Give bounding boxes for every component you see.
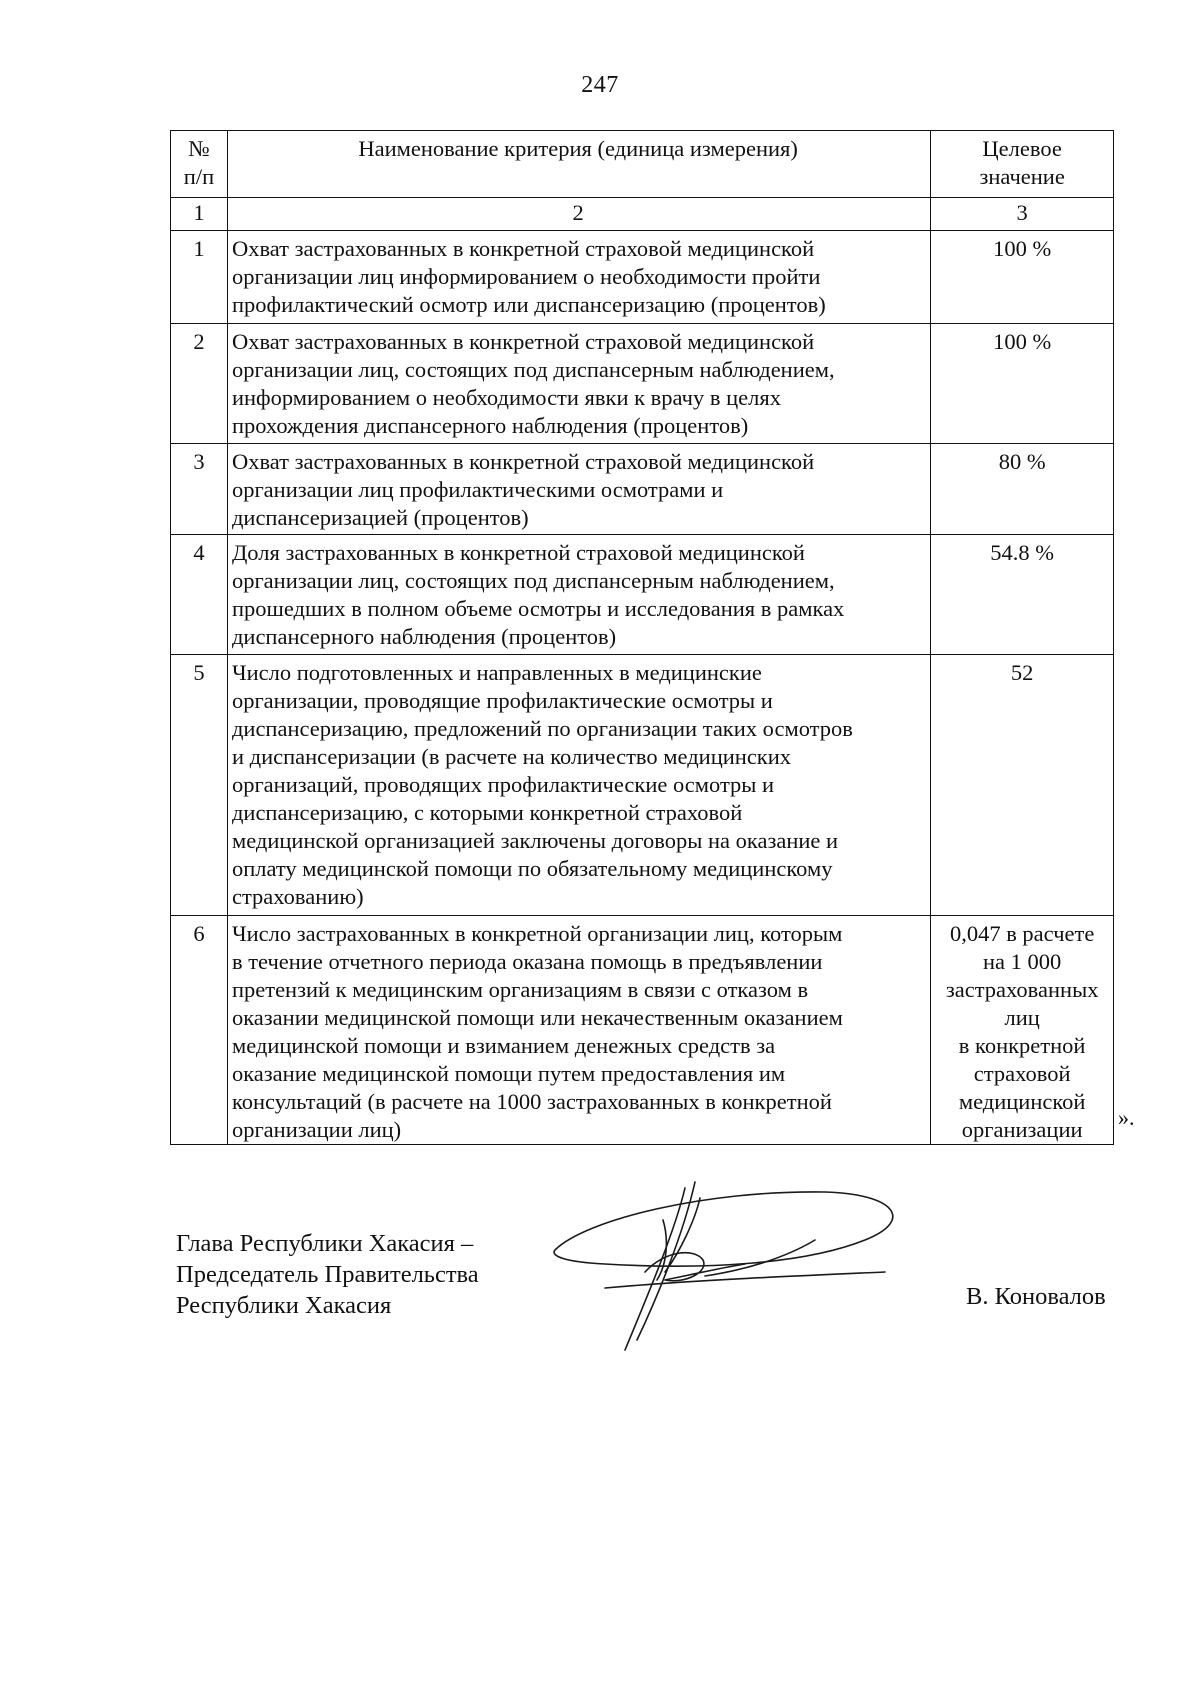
signatory-title	[176, 1228, 479, 1321]
criterion-name-line: организации лиц, состоящих под диспансерным наблюдением,	[231, 568, 835, 593]
criterion-name-line: и диспансеризации (в расчете на количество медицинских	[231, 744, 792, 769]
criterion-name-line: организации лиц)	[231, 1117, 402, 1142]
criterion-name	[227, 655, 930, 916]
criterion-name-line: прохождения диспансерного наблюдения (процентов)	[231, 413, 749, 438]
criterion-name-line: Охват застрахованных в конкретной страховой медицинской	[231, 236, 815, 261]
signatory-title-line: Глава Республики Хакасия –	[176, 1230, 474, 1257]
criterion-name-line: Число застрахованных в конкретной организации лиц, которым	[231, 921, 843, 946]
target-value-line: 0,047 в расчете	[949, 921, 1095, 946]
criterion-name-line: претензий к медицинским организациям в связи с отказом в	[231, 977, 809, 1002]
table-row	[171, 324, 1114, 444]
target-value-line: 54.8 %	[990, 540, 1055, 565]
criterion-name-line: профилактический осмотр или диспансеризацию (процентов)	[231, 292, 826, 317]
criterion-name-line: организаций, проводящих профилактические осмотры и	[231, 772, 775, 797]
criterion-name-line: медицинской помощи и взиманием денежных средств за	[231, 1033, 776, 1058]
criterion-name-line: информированием о необходимости явки к врачу в целях	[231, 385, 781, 410]
criterion-name-line: диспансерного наблюдения (процентов)	[231, 624, 617, 649]
target-value	[931, 655, 1114, 916]
criterion-name	[227, 324, 930, 444]
criterion-name-line: диспансеризацией (процентов)	[231, 505, 529, 530]
criterion-name	[227, 231, 930, 324]
criteria-table	[170, 130, 1114, 1145]
signatory-title-line: Республики Хакасия	[176, 1292, 392, 1319]
criterion-name-line: диспансеризацию, предложений по организации таких осмотров	[231, 716, 853, 741]
criterion-name-line: организации, проводящие профилактические осмотры и	[231, 688, 773, 713]
signatory-title-line: Председатель Правительства	[176, 1261, 479, 1288]
table-row	[171, 655, 1114, 916]
criterion-name-line: оказании медицинской помощи или некачественным оказанием	[231, 1005, 843, 1030]
header-criterion-name: Наименование критерия (единица измерения)	[227, 131, 930, 198]
target-value	[931, 916, 1114, 1145]
criterion-name-line: организации лиц, состоящих под диспансерным наблюдением,	[231, 357, 835, 382]
column-number: 1	[171, 198, 228, 231]
criterion-name-line: консультаций (в расчете на 1000 застрахованных в конкретной	[231, 1089, 832, 1114]
column-number: 2	[227, 198, 930, 231]
signatory-name: В. Коновалов	[966, 1283, 1106, 1310]
row-number: 2	[171, 324, 228, 444]
target-value-line: медицинской	[958, 1089, 1086, 1114]
criterion-name	[227, 916, 930, 1145]
target-value-line: 100 %	[993, 329, 1052, 354]
target-value-line: лиц	[1004, 1005, 1040, 1030]
criterion-name-line: организации лиц профилактическими осмотрами и	[231, 477, 724, 502]
target-value-line: 80 %	[998, 449, 1046, 474]
table-row	[171, 535, 1114, 655]
criterion-name-line: медицинской организацией заключены договоры на оказание и	[231, 828, 839, 853]
table-row	[171, 916, 1114, 1145]
row-number: 5	[171, 655, 228, 916]
table-row	[171, 231, 1114, 324]
row-number: 1	[171, 231, 228, 324]
header-target-value: Целевое значение	[931, 131, 1114, 198]
criterion-name-line: страхованию)	[231, 884, 364, 909]
row-number: 3	[171, 444, 228, 535]
target-value	[931, 324, 1114, 444]
criterion-name-line: диспансеризацию, с которыми конкретной страховой	[231, 800, 743, 825]
target-value-line: застрахованных	[945, 977, 1099, 1002]
criterion-name-line: в течение отчетного периода оказана помощь в предъявлении	[231, 949, 823, 974]
target-value	[931, 231, 1114, 324]
target-value-line: в конкретной	[958, 1033, 1086, 1058]
target-value-line: 52	[1010, 660, 1034, 685]
column-number-row	[171, 198, 1114, 231]
page-number: 247	[581, 72, 619, 98]
criterion-name-line: Охват застрахованных в конкретной страховой медицинской	[231, 329, 815, 354]
handwritten-signature	[545, 1180, 925, 1355]
criterion-name-line: Доля застрахованных в конкретной страховой медицинской	[231, 540, 805, 565]
criterion-name-line: оказание медицинской помощи путем предоставления им	[231, 1061, 786, 1086]
target-value-line: 100 %	[993, 236, 1052, 261]
row-number: 6	[171, 916, 228, 1145]
criterion-name-line: Охват застрахованных в конкретной страховой медицинской	[231, 449, 815, 474]
target-value-line: организации	[961, 1117, 1083, 1142]
closing-quote-mark: ».	[1118, 1105, 1135, 1130]
column-number: 3	[931, 198, 1114, 231]
target-value-line: страховой	[973, 1061, 1071, 1086]
criterion-name-line: организации лиц информированием о необходимости пройти	[231, 264, 821, 289]
criterion-name-line: Число подготовленных и направленных в медицинские	[231, 660, 762, 685]
target-value	[931, 535, 1114, 655]
target-value-line: на 1 000	[983, 949, 1062, 974]
row-number: 4	[171, 535, 228, 655]
criterion-name-line: прошедших в полном объеме осмотры и исследования в рамках	[231, 596, 845, 621]
table-row	[171, 444, 1114, 535]
header-number: № п/п	[171, 131, 228, 198]
criterion-name-line: оплату медицинской помощи по обязательному медицинскому	[231, 856, 833, 881]
criterion-name	[227, 535, 930, 655]
table-header-row	[171, 131, 1114, 198]
criterion-name	[227, 444, 930, 535]
target-value	[931, 444, 1114, 535]
